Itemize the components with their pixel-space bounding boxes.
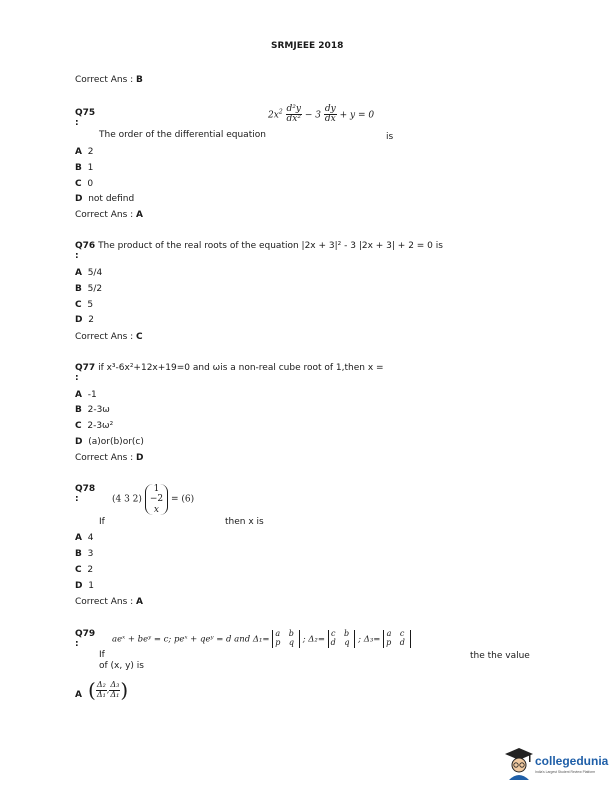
page-title: SRMJEEE 2018	[271, 41, 344, 51]
q76-colon: :	[75, 251, 79, 261]
q78-correct-answer: Correct Ans : A	[75, 597, 143, 607]
q77-option-d: D (a)or(b)or(c)	[75, 437, 144, 447]
q77-option-b: B 2-3ω	[75, 405, 110, 415]
q75-option-a: A 2	[75, 147, 94, 157]
q79-if: If	[99, 650, 105, 660]
q76-option-a: A 5/4	[75, 268, 103, 278]
q77-colon: :	[75, 373, 79, 383]
q75-number: Q75	[75, 108, 96, 118]
q78-option-a: A 4	[75, 533, 94, 543]
q78-number: Q78	[75, 484, 96, 494]
q79-suffix: the the value	[470, 651, 530, 661]
q78-colon: :	[75, 494, 79, 504]
q77-correct-answer: Correct Ans : D	[75, 453, 144, 463]
q76-correct-answer: Correct Ans : C	[75, 332, 143, 342]
q79-number: Q79	[75, 629, 96, 639]
q75-option-d: D not defind	[75, 194, 135, 204]
q76-option-b: B 5/2	[75, 284, 103, 294]
graduate-icon	[504, 746, 534, 780]
q76-question: Q76 The product of the real roots of the equation |2x + 3|² - 3 |2x + 3| + 2 = 0 is	[75, 241, 443, 251]
q79-option-a: ( $\frac{\text{Δ₂}}{\text{Δ₁}}$ , $\frac{\text{Δ₃}}{\text{Δ₁}}$ )	[88, 678, 129, 702]
q78-option-c: C 2	[75, 565, 94, 575]
answer-label: Correct Ans :	[75, 75, 134, 85]
collegedunia-logo	[504, 746, 608, 782]
logo-tagline: India's Largest Student Review Platform	[535, 770, 596, 774]
q75-option-c: C 0	[75, 179, 94, 189]
q79-colon: :	[75, 639, 79, 649]
q75-suffix: is	[386, 132, 394, 142]
q78-option-d: D 1	[75, 581, 94, 591]
q76-option-d: D 2	[75, 315, 94, 325]
q78-then: then x is	[225, 517, 264, 527]
q75-option-b: B 1	[75, 163, 94, 173]
q77-option-c: C 2-3ω²	[75, 421, 114, 431]
q78-option-b: B 3	[75, 549, 94, 559]
q79-text2: of (x, y) is	[99, 661, 144, 671]
q75-colon: :	[75, 118, 79, 128]
q78-if: If	[99, 517, 105, 527]
logo-name: collegedunia	[535, 754, 609, 768]
q75-correct-answer: Correct Ans : A	[75, 210, 143, 220]
q76-option-c: C 5	[75, 300, 94, 310]
prev-correct-answer	[75, 75, 143, 85]
q78-equation: (4 3 2) 1 −2 x = (6)	[112, 484, 195, 515]
q75-equation: $2x^2$ $\frac{\text{d²y}}{\text{dx²}}$ − 3 $\frac{dy}{dx}$ + y = 0	[268, 104, 375, 125]
q77-question: Q77 if x³-6x²+12x+19=0 and ωis a non-real cube root of 1,then x =	[75, 363, 384, 373]
q79-equation: aeˣ + beʸ = c; peˣ + qeʸ = d and Δ₁= a b p q ; Δ₂= c b d q ; Δ₃= a c p d	[112, 630, 411, 648]
q79-option-a-key: A	[75, 690, 82, 700]
q75-text: The order of the differential equation	[99, 130, 266, 140]
q77-option-a: A -1	[75, 390, 97, 400]
answer-value: B	[136, 75, 143, 85]
